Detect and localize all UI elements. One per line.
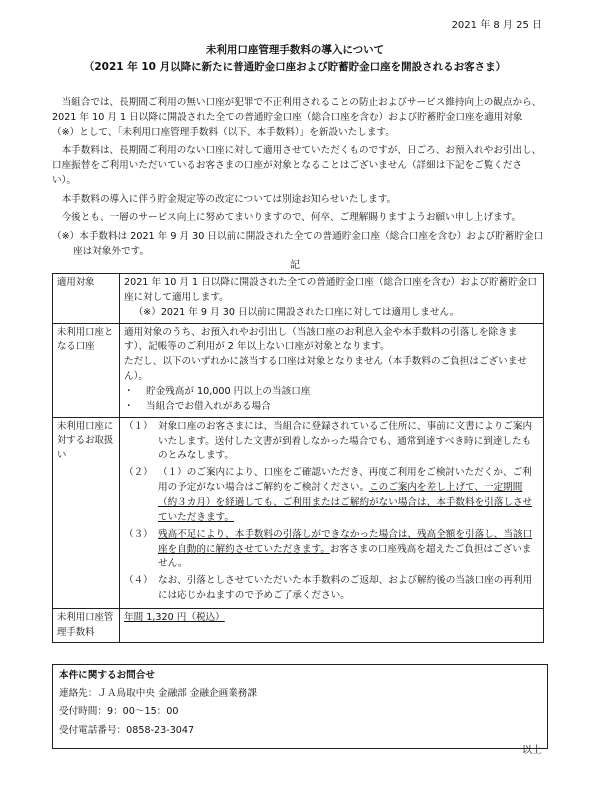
contact-department: 連絡先：ＪＡ鳥取中央 金融部 金融企画業務課 [59, 687, 257, 699]
row-label-target: 適用対象 [53, 274, 120, 324]
intro-paragraph-1: 当組合では、長期間ご利用の無い口座が犯罪で不正利用されることの防止およびサービス維持向上の観点から、2021 年 10 月 1 日以降に開設された全ての普通貯金口座（総合口座を含む）および貯蓄貯金口座を適用対象（※）として、「未利用口座管理手数料（以下、本手数料）」を新設いたします。 [52, 97, 542, 138]
intro-paragraph-3: 本手数料の導入に伴う貯金規定等の改定については別途お知らせいたします。 [61, 193, 397, 205]
document-title: 未利用口座管理手数料の導入について [205, 44, 385, 56]
target-note: （※）2021 年 9 月 30 日以前に開設された口座に対しては適用しません。 [133, 306, 460, 318]
dormant-exception: ただし、以下のいずれかに該当する口座は対象となりません（本手数料のご負担はございません）。 [124, 356, 527, 383]
list-item: （１） 対象口座のお客さまには、当組合に登録されているご住所に、事前に文書によりご案内いたします。送付した文書が到着しなかった場合でも、通常到達すべき時に到達したものとみなします。 [124, 420, 533, 462]
contact-hours: 受付時間：9：00～15：00 [59, 706, 179, 718]
row-label-handling: 未利用口座に対するお取扱い [53, 417, 120, 608]
list-item: （２） （１）のご案内により、口座をご確認いただき、再度ご利用をご検討いただくか、ご利用の予定がない場合はご解約をご検討ください。このご案内を差し上げて、一定期間（約３カ月）を経過しても、ご利用またはご解約がない場合は、本手数料を引落しさせていただきます。 [124, 467, 533, 523]
bullet-mark: ・ [124, 386, 134, 398]
table-row [53, 323, 544, 417]
list-item: （３） 残高不足により、本手数料の引落しができなかった場合は、残高全額を引落し、当該口座を自動的に解約させていただきます。お客さまの口座残高を超えたご負担はございません。 [124, 528, 533, 570]
row-value-handling [120, 417, 544, 608]
row-value-dormant [120, 323, 544, 417]
list-item: （４） なお、引落としさせていただいた本手数料のご返却、および解約後の当該口座の再利用には応じかねますので予めご了承ください。 [124, 575, 533, 602]
intro-paragraph-2: 本手数料は、長期間ご利用のない口座に対して適用させていただくものですが、日ごろ、お預入れやお引出し、口座振替をご利用いただいているお客さまの口座が対象となることはございません（詳細は下記をご覧ください）。 [52, 145, 542, 187]
target-text: 2021 年 10 月 1 日以降に開設された全ての普通貯金口座（総合口座を含む）および貯蓄貯金口座に対して適用します。 [124, 277, 537, 303]
bullet-mark: ・ [124, 400, 134, 412]
terms-table [52, 273, 544, 643]
table-row [53, 417, 544, 608]
fee-amount: 年間 1,320 円（税込） [124, 612, 225, 624]
document-date: 2021 年 8 月 25 日 [451, 20, 542, 31]
contact-heading: 本件に関するお問合せ [59, 670, 155, 681]
document-subtitle: （2021 年 10 月以降に新たに普通貯金口座および貯蓄貯金口座を開設されるお客さま） [83, 61, 507, 73]
table-row [53, 274, 544, 324]
contact-phone: 受付電話番号：0858-23-3047 [59, 724, 195, 736]
row-value-fee [120, 609, 544, 643]
list-item: ・ 貯金残高が 10,000 円以上の当該口座 [124, 385, 539, 400]
intro-paragraph-4: 今後とも、一層のサービス向上に努めてまいりますので、何卒、ご理解賜りますようお願い申し上げます。 [61, 212, 522, 224]
row-label-fee: 未利用口座管理手数料 [53, 609, 120, 643]
intro-note: （※）本手数料は 2021 年 9 月 30 日以前に開設された全ての普通貯金口座（総合口座を含む）および貯蓄貯金口座は対象外です。 [52, 231, 544, 257]
closing-mark: 以上 [522, 745, 542, 756]
contact-box [52, 664, 548, 749]
row-value-target [120, 274, 544, 324]
intro-section [52, 96, 544, 264]
dormant-text: 適用対象のうち、お預入れやお引出し（当該口座のお利息入金や本手数料の引落しを除きます）、記帳等のご利用が 2 年以上ない口座が対象となります。 [124, 326, 518, 353]
list-item: ・ 当組合でお借入れがある場合 [124, 400, 539, 415]
ki-heading: 記 [290, 260, 300, 271]
table-row [53, 609, 544, 643]
row-label-dormant: 未利用口座となる口座 [53, 323, 120, 417]
